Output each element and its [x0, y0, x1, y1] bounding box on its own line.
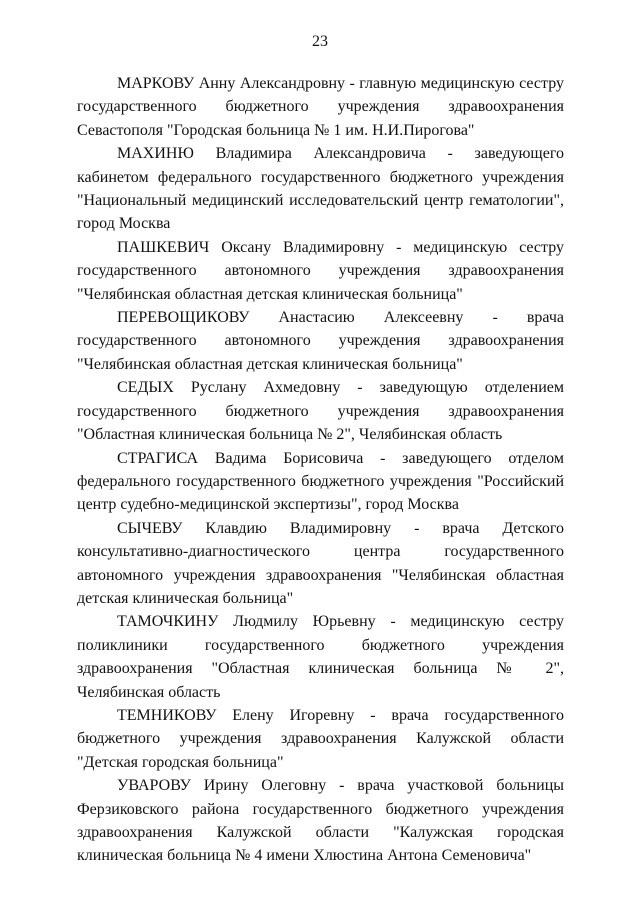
- page-number: 23: [312, 33, 328, 50]
- award-entry: [77, 774, 564, 868]
- award-entry: [77, 376, 564, 446]
- entry-surname: ПЕРЕВОЩИКОВУ: [117, 309, 250, 327]
- entry-surname: ПАШКЕВИЧ: [117, 238, 210, 256]
- entry-details: Анастасию Алексеевну - врача государственного автономного учреждения здравоохранения "Челябинская областная детская клиническая больница": [77, 309, 564, 373]
- award-list: [77, 72, 564, 868]
- entry-details: Клавдию Владимировну - врача Детского консультативно-диагностического центра государственного автономного учреждения здравоохранения "Челябинская областная детская клиническая больница": [77, 519, 565, 607]
- entry-details: Владимира Александровича - заведующего кабинетом федерального государственного бюджетного учреждения "Национальный медицинский исследовательский центр гематологии", город Москва: [77, 145, 564, 233]
- entry-details: Анну Александровну - главную медицинскую сестру государственного бюджетного учреждения здравоохранения Севастополя "Городская больница № 1 им. Н.И.Пирогова": [77, 75, 565, 139]
- award-entry: [77, 610, 564, 704]
- entry-surname: УВАРОВУ: [117, 777, 191, 795]
- entry-details: Людмилу Юрьевну - медицинскую сестру поликлиники государственного бюджетного учреждения здравоохранения "Областная клиническая больница № 2", Челябинская область: [77, 613, 564, 701]
- entry-details: Ирину Олеговну - врача участковой больницы Ферзиковского района государственного бюджетного учреждения здравоохранения Калужской области "Калужская городская клиническая больница № 4 имени Хлюстина Антона Семеновича": [77, 777, 565, 865]
- award-entry: [77, 704, 564, 774]
- entry-details: Вадима Борисовича - заведующего отделом федерального государственного бюджетного учреждения "Российский центр судебно-медицинской экспертизы", город Москва: [77, 449, 565, 514]
- award-entry: [77, 447, 564, 517]
- entry-surname: МАРКОВУ: [117, 75, 195, 92]
- entry-surname: ТАМОЧКИНУ: [117, 613, 219, 631]
- award-entry: [77, 236, 564, 306]
- entry-surname: МАХИНЮ: [117, 145, 194, 163]
- award-entry: [77, 142, 564, 236]
- entry-surname: СЕДЫХ: [117, 379, 174, 397]
- entry-surname: ТЕМНИКОВУ: [117, 706, 217, 724]
- entry-surname: СЫЧЕВУ: [117, 519, 183, 537]
- entry-details: Оксану Владимировну - медицинскую сестру государственного автономного учреждения здравоохранения "Челябинская областная детская клиническая больница": [77, 238, 564, 303]
- award-entry: [77, 306, 564, 376]
- entry-surname: СТРАГИСА: [117, 449, 199, 467]
- award-entry: [77, 517, 564, 611]
- entry-details: Руслану Ахмедовну - заведующую отделением государственного бюджетного учреждения здравоохранения "Областная клиническая больница № 2", Челябинская область: [77, 379, 564, 444]
- entry-details: Елену Игоревну - врача государственного бюджетного учреждения здравоохранения Калужской области "Детская городская больница": [77, 706, 565, 771]
- award-entry: [77, 72, 564, 142]
